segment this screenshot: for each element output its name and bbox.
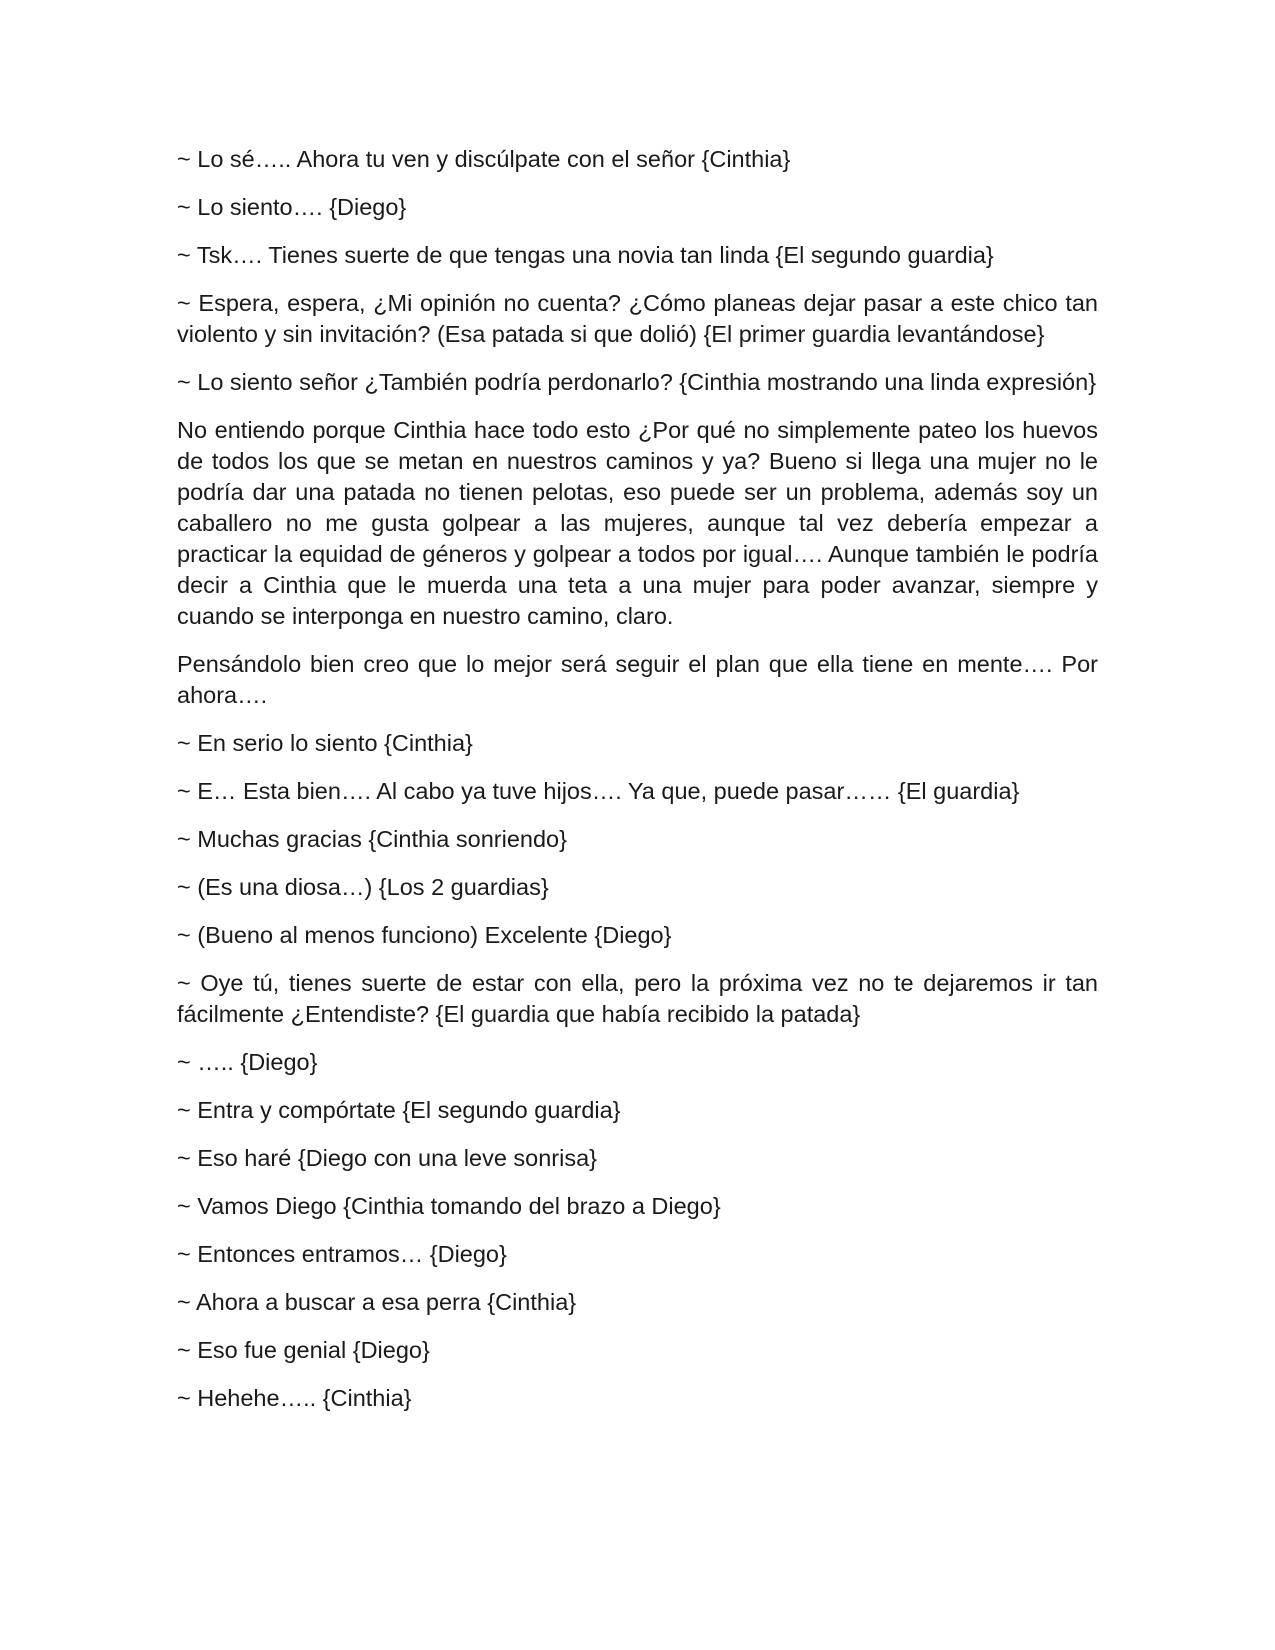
dialogue-line: ~ En serio lo siento {Cinthia} (177, 730, 473, 756)
dialogue-line: ~ Lo siento señor ¿También podría perdonarlo? {Cinthia mostrando una linda expresión} (177, 369, 1097, 395)
dialogue-line: ~ E… Esta bien…. Al cabo ya tuve hijos…. Ya que, puede pasar…… {El guardia} (177, 778, 1020, 804)
dialogue-line: ~ Oye tú, tienes suerte de estar con ella, pero la próxima vez no te dejaremos ir tan fácilmente ¿Entendiste? {El guardia que había recibido la patada} (177, 970, 1098, 1027)
dialogue-line: ~ Muchas gracias {Cinthia sonriendo} (177, 826, 567, 852)
narration-paragraph: No entiendo porque Cinthia hace todo esto ¿Por qué no simplemente pateo los huevos de todos los que se metan en nuestros caminos y ya? Bueno si llega una mujer no le podría dar una patada no tienen pelotas, eso puede ser un problema, además soy un caballero no me gusta golpear a las mujeres, aunque tal vez debería empezar a practicar la equidad de géneros y golpear a todos por igual…. Aunque también le podría decir a Cinthia que le muerda una teta a una mujer para poder avanzar, siempre y cuando se interponga en nuestro camino, claro. (177, 417, 1098, 629)
dialogue-line: ~ ….. {Diego} (177, 1049, 318, 1075)
narration-paragraph: Pensándolo bien creo que lo mejor será seguir el plan que ella tiene en mente…. Por ahora…. (177, 651, 1098, 708)
dialogue-line: ~ Eso fue genial {Diego} (177, 1337, 430, 1363)
dialogue-line: ~ Vamos Diego {Cinthia tomando del brazo a Diego} (177, 1193, 721, 1219)
dialogue-line: ~ Lo sé….. Ahora tu ven y discúlpate con el señor {Cinthia} (177, 146, 791, 172)
dialogue-line: ~ Hehehe….. {Cinthia} (177, 1385, 412, 1411)
dialogue-line: ~ (Es una diosa…) {Los 2 guardias} (177, 874, 549, 900)
dialogue-line: ~ Ahora a buscar a esa perra {Cinthia} (177, 1289, 577, 1315)
dialogue-line: ~ Lo siento…. {Diego} (177, 194, 407, 220)
dialogue-line: ~ Entonces entramos… {Diego} (177, 1241, 507, 1267)
dialogue-line: ~ (Bueno al menos funciono) Excelente {Diego} (177, 922, 672, 948)
dialogue-line: ~ Tsk…. Tienes suerte de que tengas una novia tan linda {El segundo guardia} (177, 242, 994, 268)
dialogue-line: ~ Entra y compórtate {El segundo guardia} (177, 1097, 621, 1123)
document-body (177, 144, 1098, 1431)
dialogue-line: ~ Espera, espera, ¿Mi opinión no cuenta? ¿Cómo planeas dejar pasar a este chico tan violento y sin invitación? (Esa patada si que dolió) {El primer guardia levantándose} (177, 290, 1098, 347)
dialogue-line: ~ Eso haré {Diego con una leve sonrisa} (177, 1145, 598, 1171)
